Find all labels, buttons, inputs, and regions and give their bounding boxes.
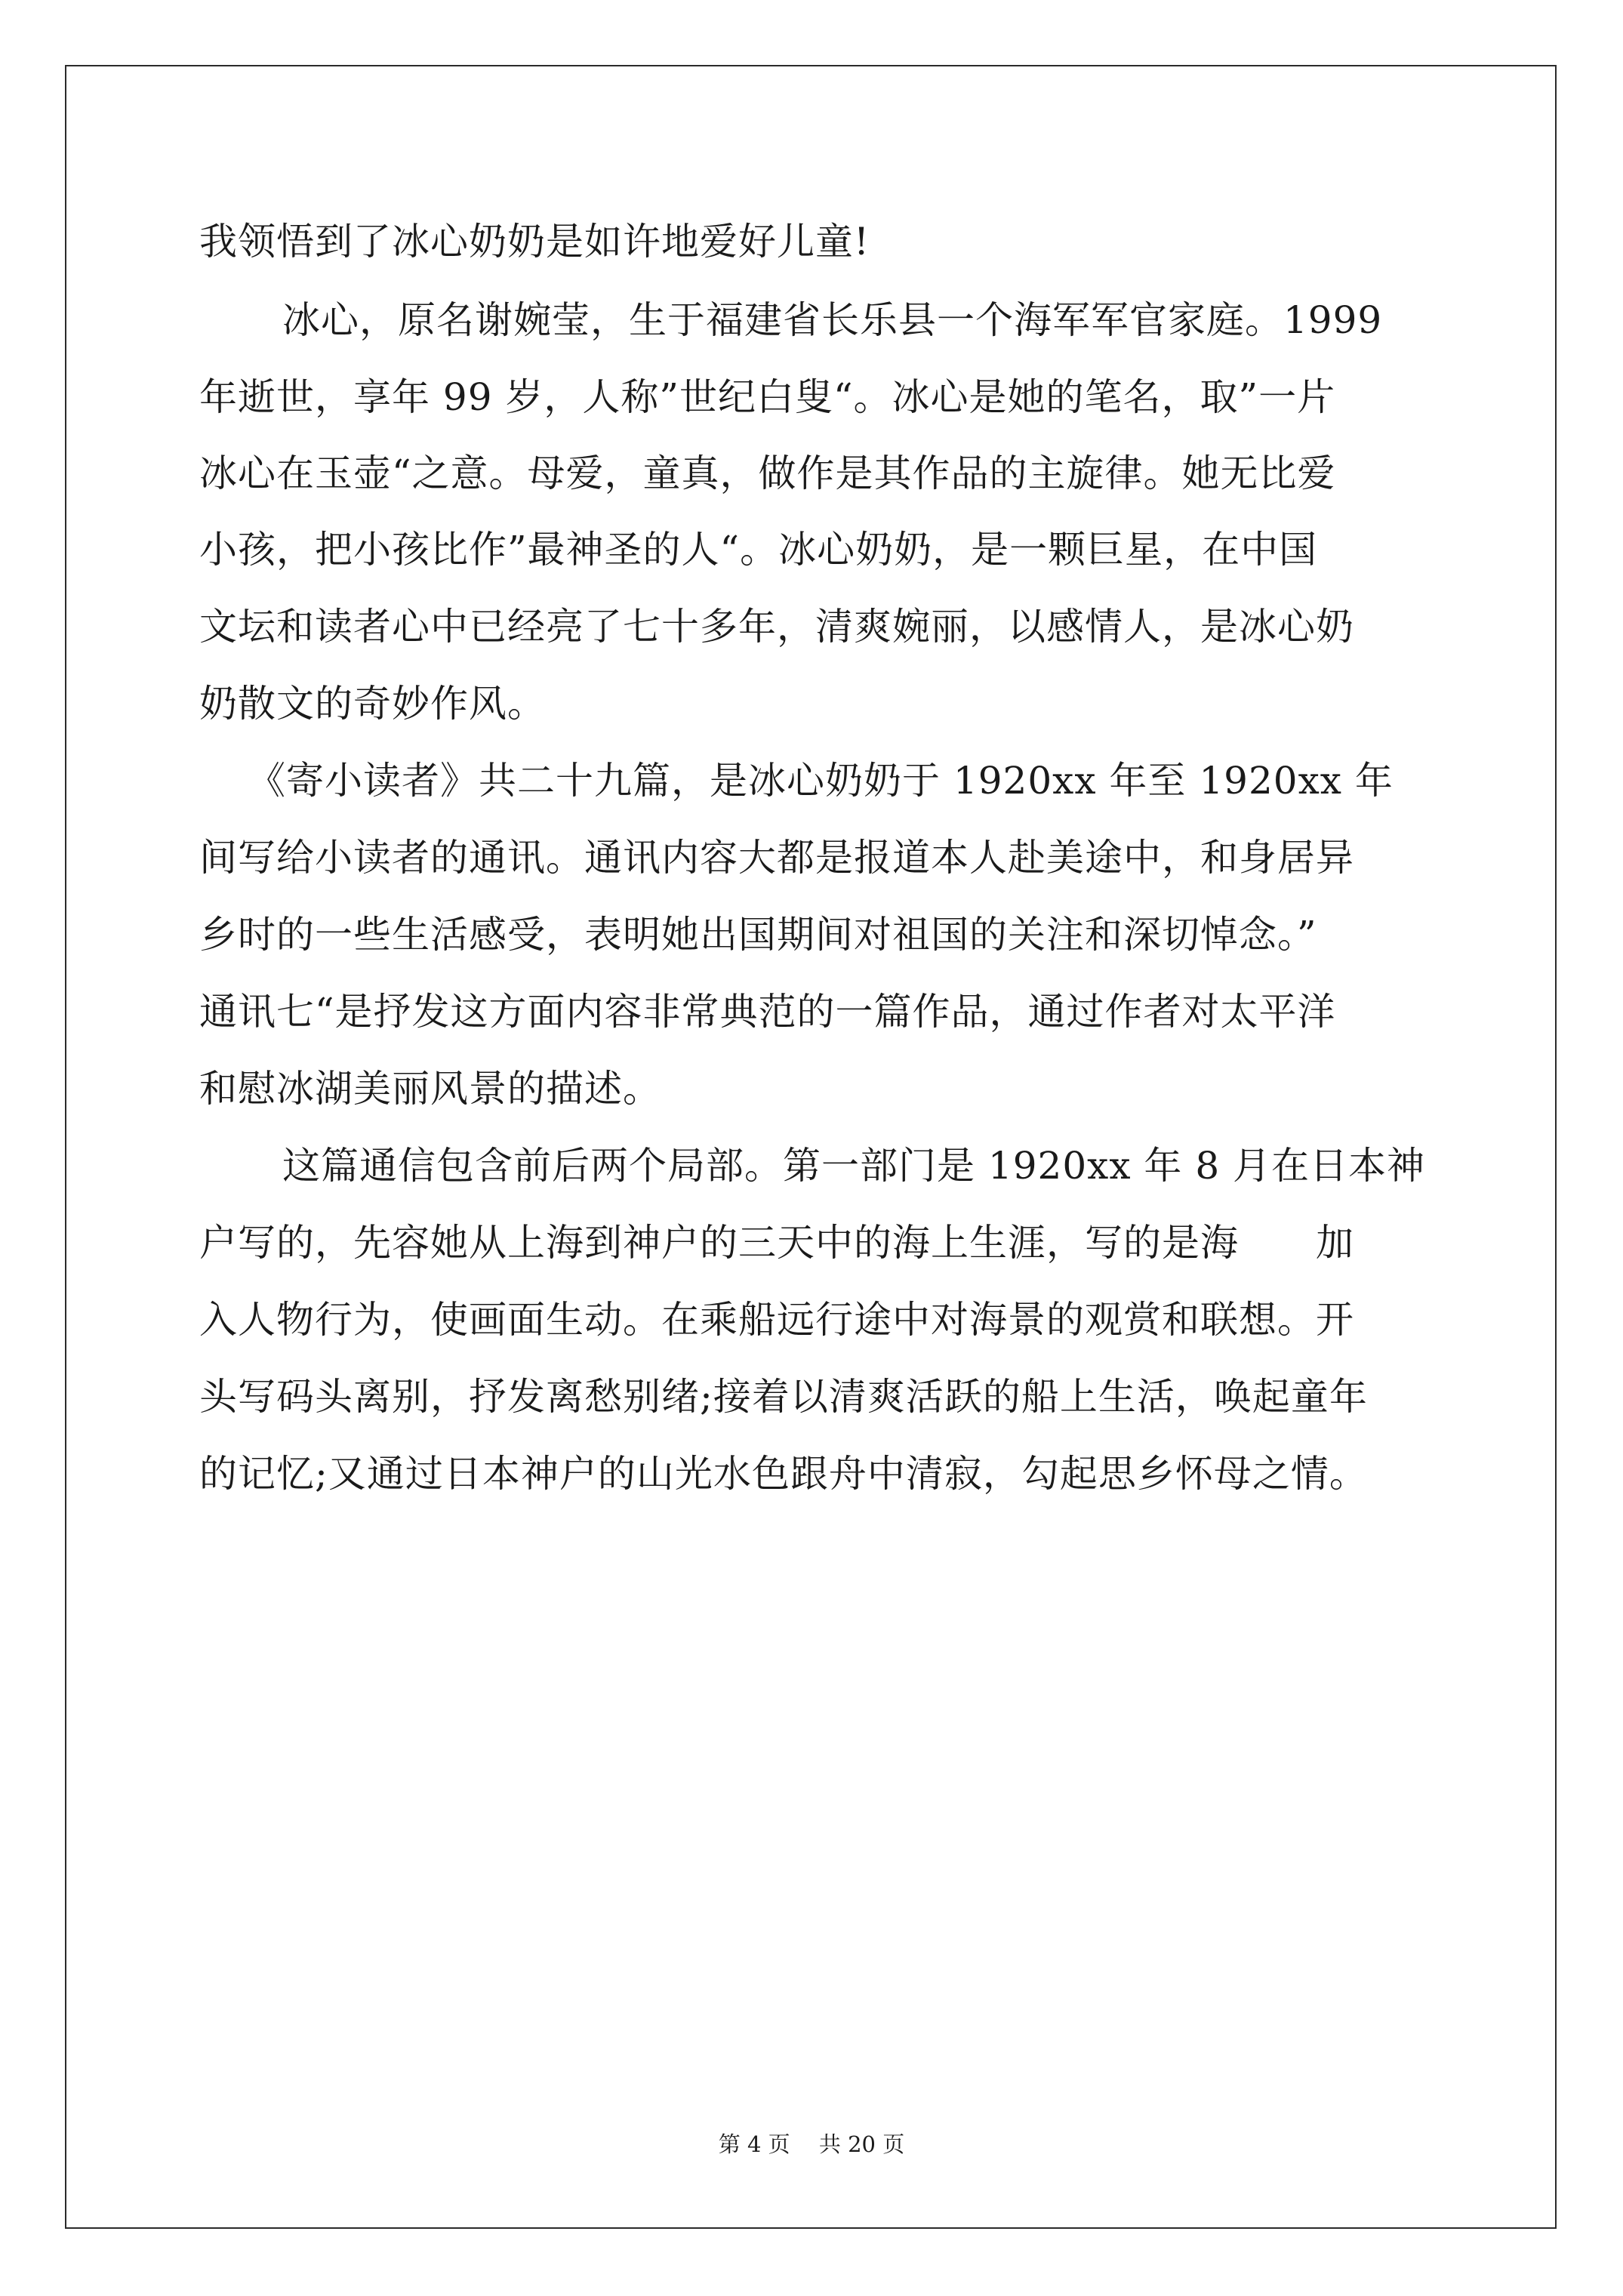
paragraph-start-line: 《寄小读者》共二十九篇，是冰心奶奶于 1920xx 年至 1920xx 年 (248, 759, 1394, 803)
paragraph-start-line: 冰心，原名谢婉莹，生于福建省长乐县一个海军军官家庭。1999 (282, 298, 1383, 342)
page-number: 第 4 页 共 20 页 (718, 2131, 905, 2157)
text-line: 小孩，把小孩比作”最神圣的人“。冰心奶奶，是一颗巨星，在中国 (199, 528, 1318, 572)
text-line: 年逝世，享年 99 岁，人称”世纪白叟“。冰心是她的笔名，取”一片 (199, 375, 1336, 419)
text-line: 间写给小读者的通讯。通讯内容大都是报道本人赴美途中，和身居异 (199, 836, 1354, 880)
text-line: 入人物行为，使画面生动。在乘船远行途中对海景的观赏和联想。开 (199, 1298, 1354, 1342)
text-line: 户写的，先容她从上海到神户的三天中的海上生涯，写的是海 加 (199, 1221, 1354, 1265)
text-line: 冰心在玉壶“之意。母爱，童真，做作是其作品的主旋律。她无比爱 (199, 451, 1336, 495)
text-line: 通讯七“是抒发这方面内容非常典范的一篇作品，通过作者对太平洋 (199, 990, 1336, 1034)
text-line: 乡时的一些生活感受，表明她出国期间对祖国的关注和深切悼念。” (199, 913, 1317, 957)
text-line: 头写码头离别，抒发离愁别绪;接着以清爽活跃的船上生活，唤起童年 (199, 1375, 1368, 1419)
text-line: 文坛和读者心中已经亮了七十多年，清爽婉丽，以感情人，是冰心奶 (199, 605, 1354, 649)
text-line: 和慰冰湖美丽风景的描述。 (199, 1067, 661, 1111)
text-line: 的记忆;又通过日本神户的山光水色跟舟中清寂，勾起思乡怀母之情。 (199, 1452, 1368, 1496)
text-line: 奶散文的奇妙作风。 (199, 682, 546, 726)
paragraph-start-line: 这篇通信包含前后两个局部。第一部门是 1920xx 年 8 月在日本神 (282, 1144, 1426, 1188)
text-line: 我领悟到了冰心奶奶是如许地爱好儿童! (199, 220, 870, 264)
